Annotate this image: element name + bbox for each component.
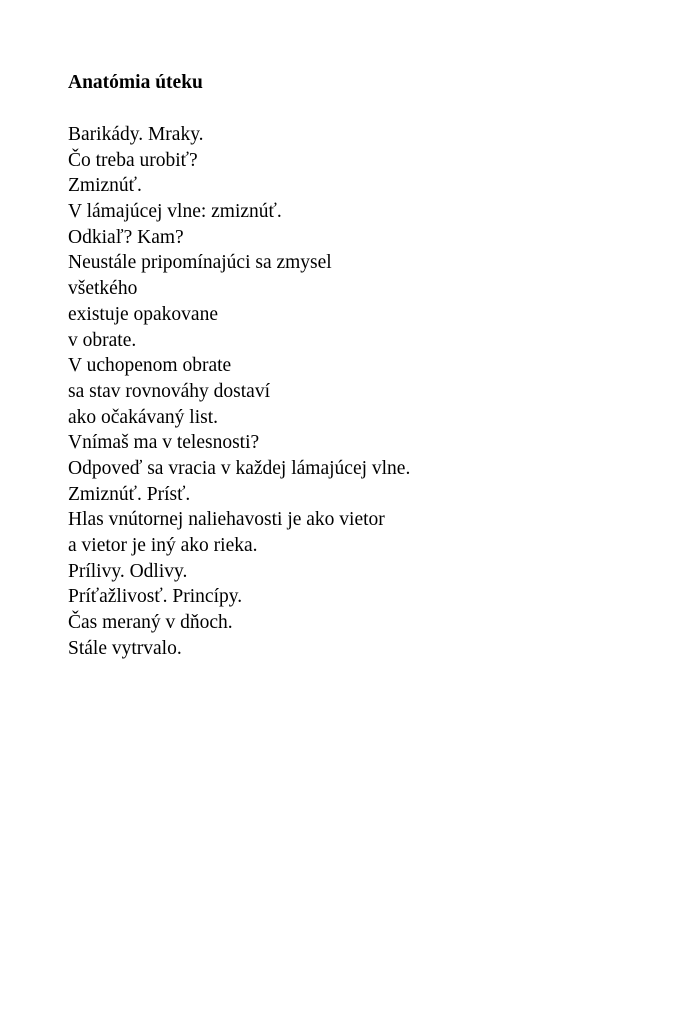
poem-line: Čo treba urobiť? [68,149,198,171]
poem-line: a vietor je iný ako rieka. [68,535,258,556]
poem-line: Zmiznúť. Prísť. [68,483,191,505]
poem-line: sa stav rovnováhy dostaví [68,380,271,402]
poem-line: V lámajúcej vlne: zmiznúť. [68,201,282,223]
poem-line: existuje opakovane [68,303,218,325]
poem-line: Barikády. Mraky. [68,124,204,145]
poem-line: Odkiaľ? Kam? [68,226,184,248]
poem-line: v obrate. [68,329,137,351]
poem-line: Príťažlivosť. Princípy. [68,586,243,608]
poem-line: Zmiznúť. [68,175,142,197]
poem-line: V uchopenom obrate [68,355,232,377]
poem-line: Neustále pripomínajúci sa zmysel [68,252,332,274]
poem-line: Stále vytrvalo. [68,637,182,659]
poem-line: Prílivy. Odlivy. [68,560,188,582]
poem-line: všetkého [68,278,138,300]
poem-line: Vnímaš ma v telesnosti? [68,432,260,454]
poem-line: Čas meraný v dňoch. [68,612,233,634]
poem-body [68,122,410,661]
poem-title: Anatómia úteku [68,72,203,93]
poem-line: Odpoveď sa vracia v každej lámajúcej vlne. [68,457,411,479]
poem-line: ako očakávaný list. [68,406,218,428]
poem-line: Hlas vnútornej naliehavosti je ako vietor [68,509,385,531]
